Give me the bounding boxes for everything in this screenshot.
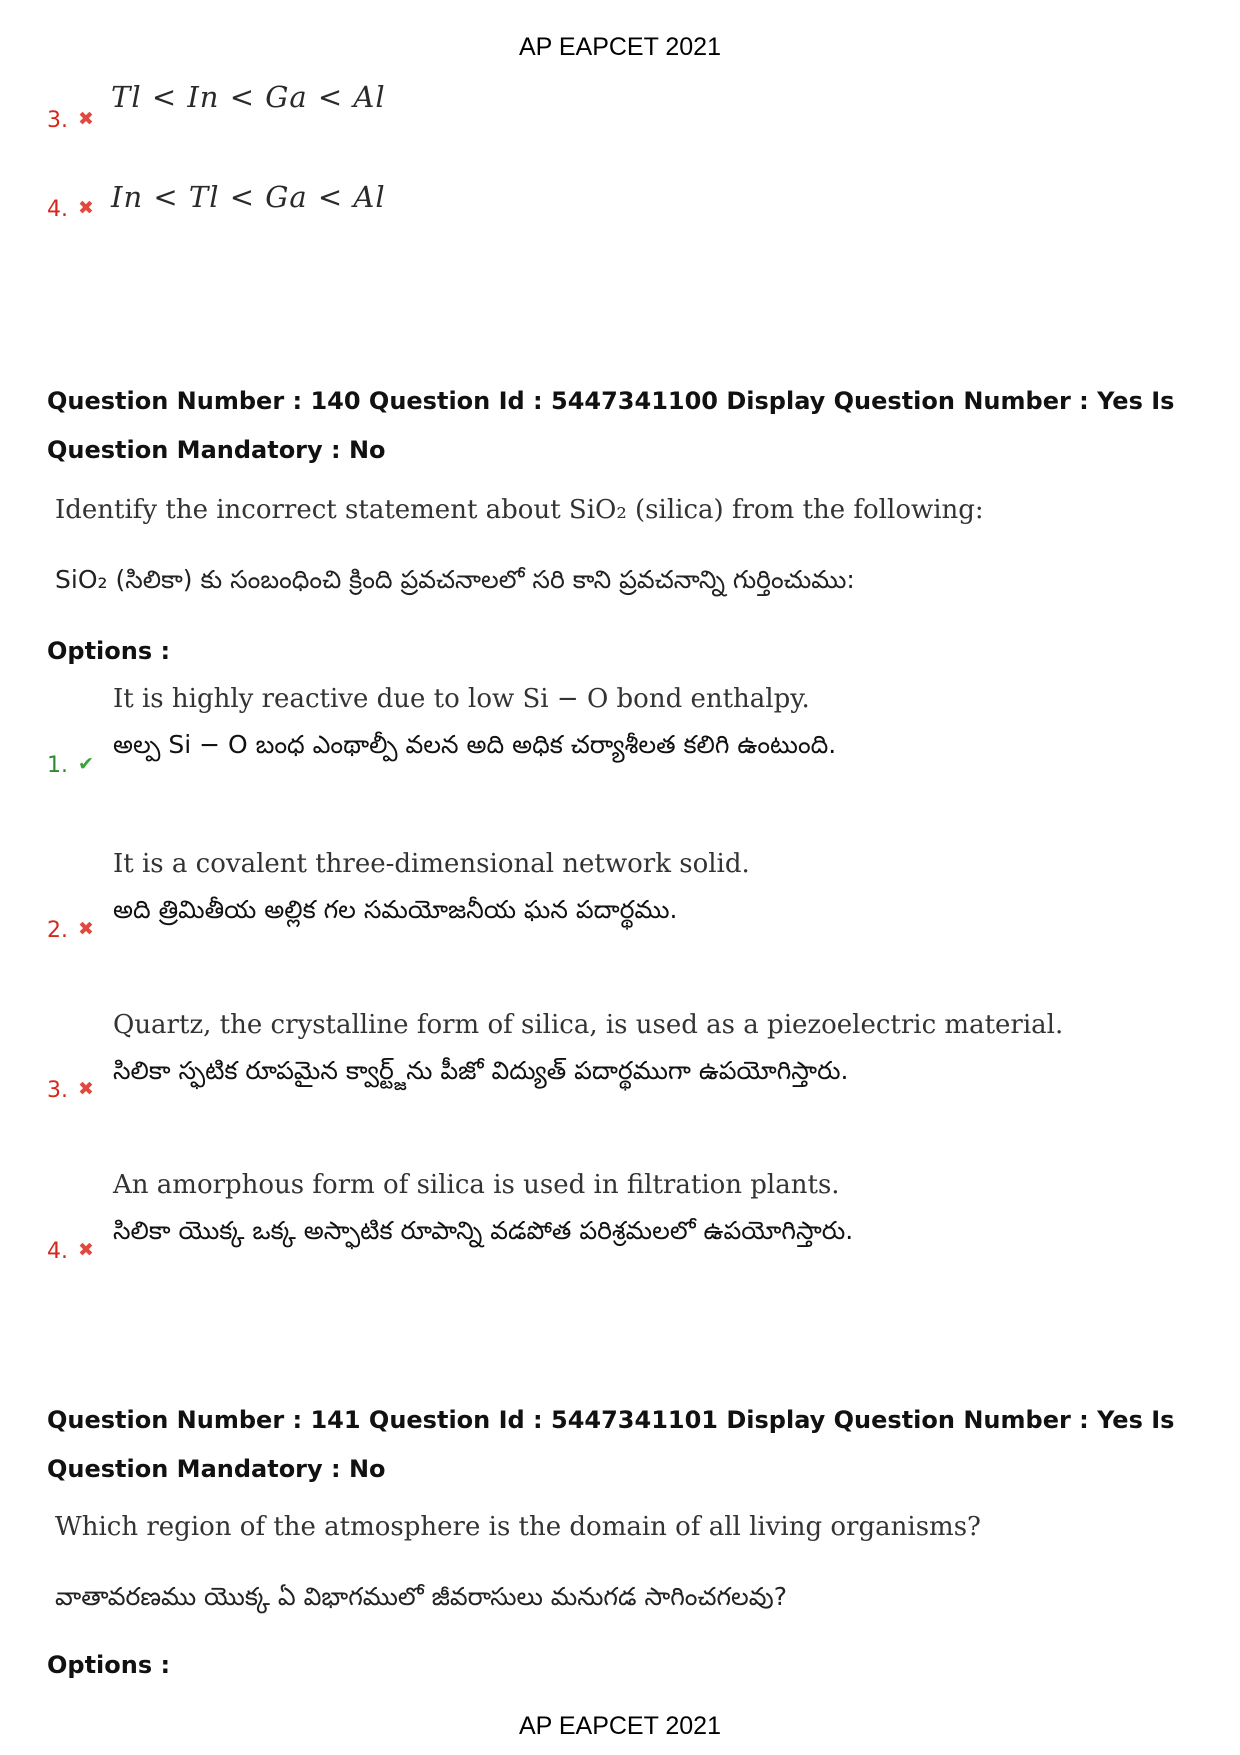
cross-icon: ✖ — [78, 1078, 94, 1100]
cross-icon: ✖ — [78, 1239, 94, 1261]
question-141-header: Question Number : 141 Question Id : 5447341101 Display Question Number : Yes Is Question Mandatory : No — [47, 1406, 1175, 1483]
question-141-text-en: Which region of the atmosphere is the domain of all living organisms? — [55, 1512, 981, 1542]
option-number: 1. — [47, 753, 68, 778]
question-141-text-te: వాతావరణము యొక్క ఏ విభాగములో జీవరాసులు మనుగడ సాగించగలవు? — [55, 1582, 788, 1611]
option-number: 4. — [47, 1239, 68, 1264]
question-140-text-en: Identify the incorrect statement about SiO₂ (silica) from the following: — [55, 495, 984, 525]
option-number: 3. — [47, 1078, 68, 1103]
options-label: Options : — [47, 1651, 171, 1679]
q140-option-4-en: An amorphous form of silica is used in filtration plants. — [113, 1170, 840, 1200]
cross-icon: ✖ — [78, 197, 94, 219]
q140-option-2-en: It is a covalent three-dimensional network solid. — [113, 849, 750, 879]
page-header: AP EAPCET 2021 — [519, 33, 721, 61]
cross-icon: ✖ — [78, 108, 94, 130]
question-140-header: Question Number : 140 Question Id : 5447341100 Display Question Number : Yes Is Question Mandatory : No — [47, 387, 1175, 464]
check-icon: ✔ — [78, 753, 94, 775]
option-number: 3. — [47, 108, 68, 133]
q140-option-1-te: అల్ప Si − O బంధ ఎంథాల్పీ వలన అది అధిక చర్యాశీలత కలిగి ఉంటుంది. — [113, 730, 837, 759]
page-footer: AP EAPCET 2021 — [519, 1712, 721, 1740]
option-number: 4. — [47, 197, 68, 222]
question-140-text-te: SiO₂ (సిలికా) కు సంబంధించి క్రింది ప్రవచనాలలో సరి కాని ప్రవచనాన్ని గుర్తించుము: — [55, 565, 855, 594]
q140-option-1-en: It is highly reactive due to low Si − O bond enthalpy. — [113, 684, 810, 714]
cross-icon: ✖ — [78, 918, 94, 940]
prev-option-4-text: In < Tl < Ga < Al — [111, 180, 386, 214]
q140-option-2-te: అది త్రిమితీయ అల్లిక గల సమయోజనీయ ఘన పదార్థము. — [113, 895, 678, 924]
q140-option-4-te: సిలికా యొక్క ఒక్క అస్ఫాటిక రూపాన్ని వడపోత పరిశ్రమలలో ఉపయోగిస్తారు. — [113, 1216, 854, 1245]
option-number: 2. — [47, 918, 68, 943]
prev-option-3-text: Tl < In < Ga < Al — [111, 80, 386, 114]
q140-option-3-en: Quartz, the crystalline form of silica, is used as a piezoelectric material. — [113, 1010, 1064, 1040]
options-label: Options : — [47, 637, 171, 665]
q140-option-3-te: సిలికా స్ఫటిక రూపమైన క్వార్ట్జ్‌ను పీజో విద్యుత్ పదార్థముగా ఉపయోగిస్తారు. — [113, 1056, 849, 1085]
